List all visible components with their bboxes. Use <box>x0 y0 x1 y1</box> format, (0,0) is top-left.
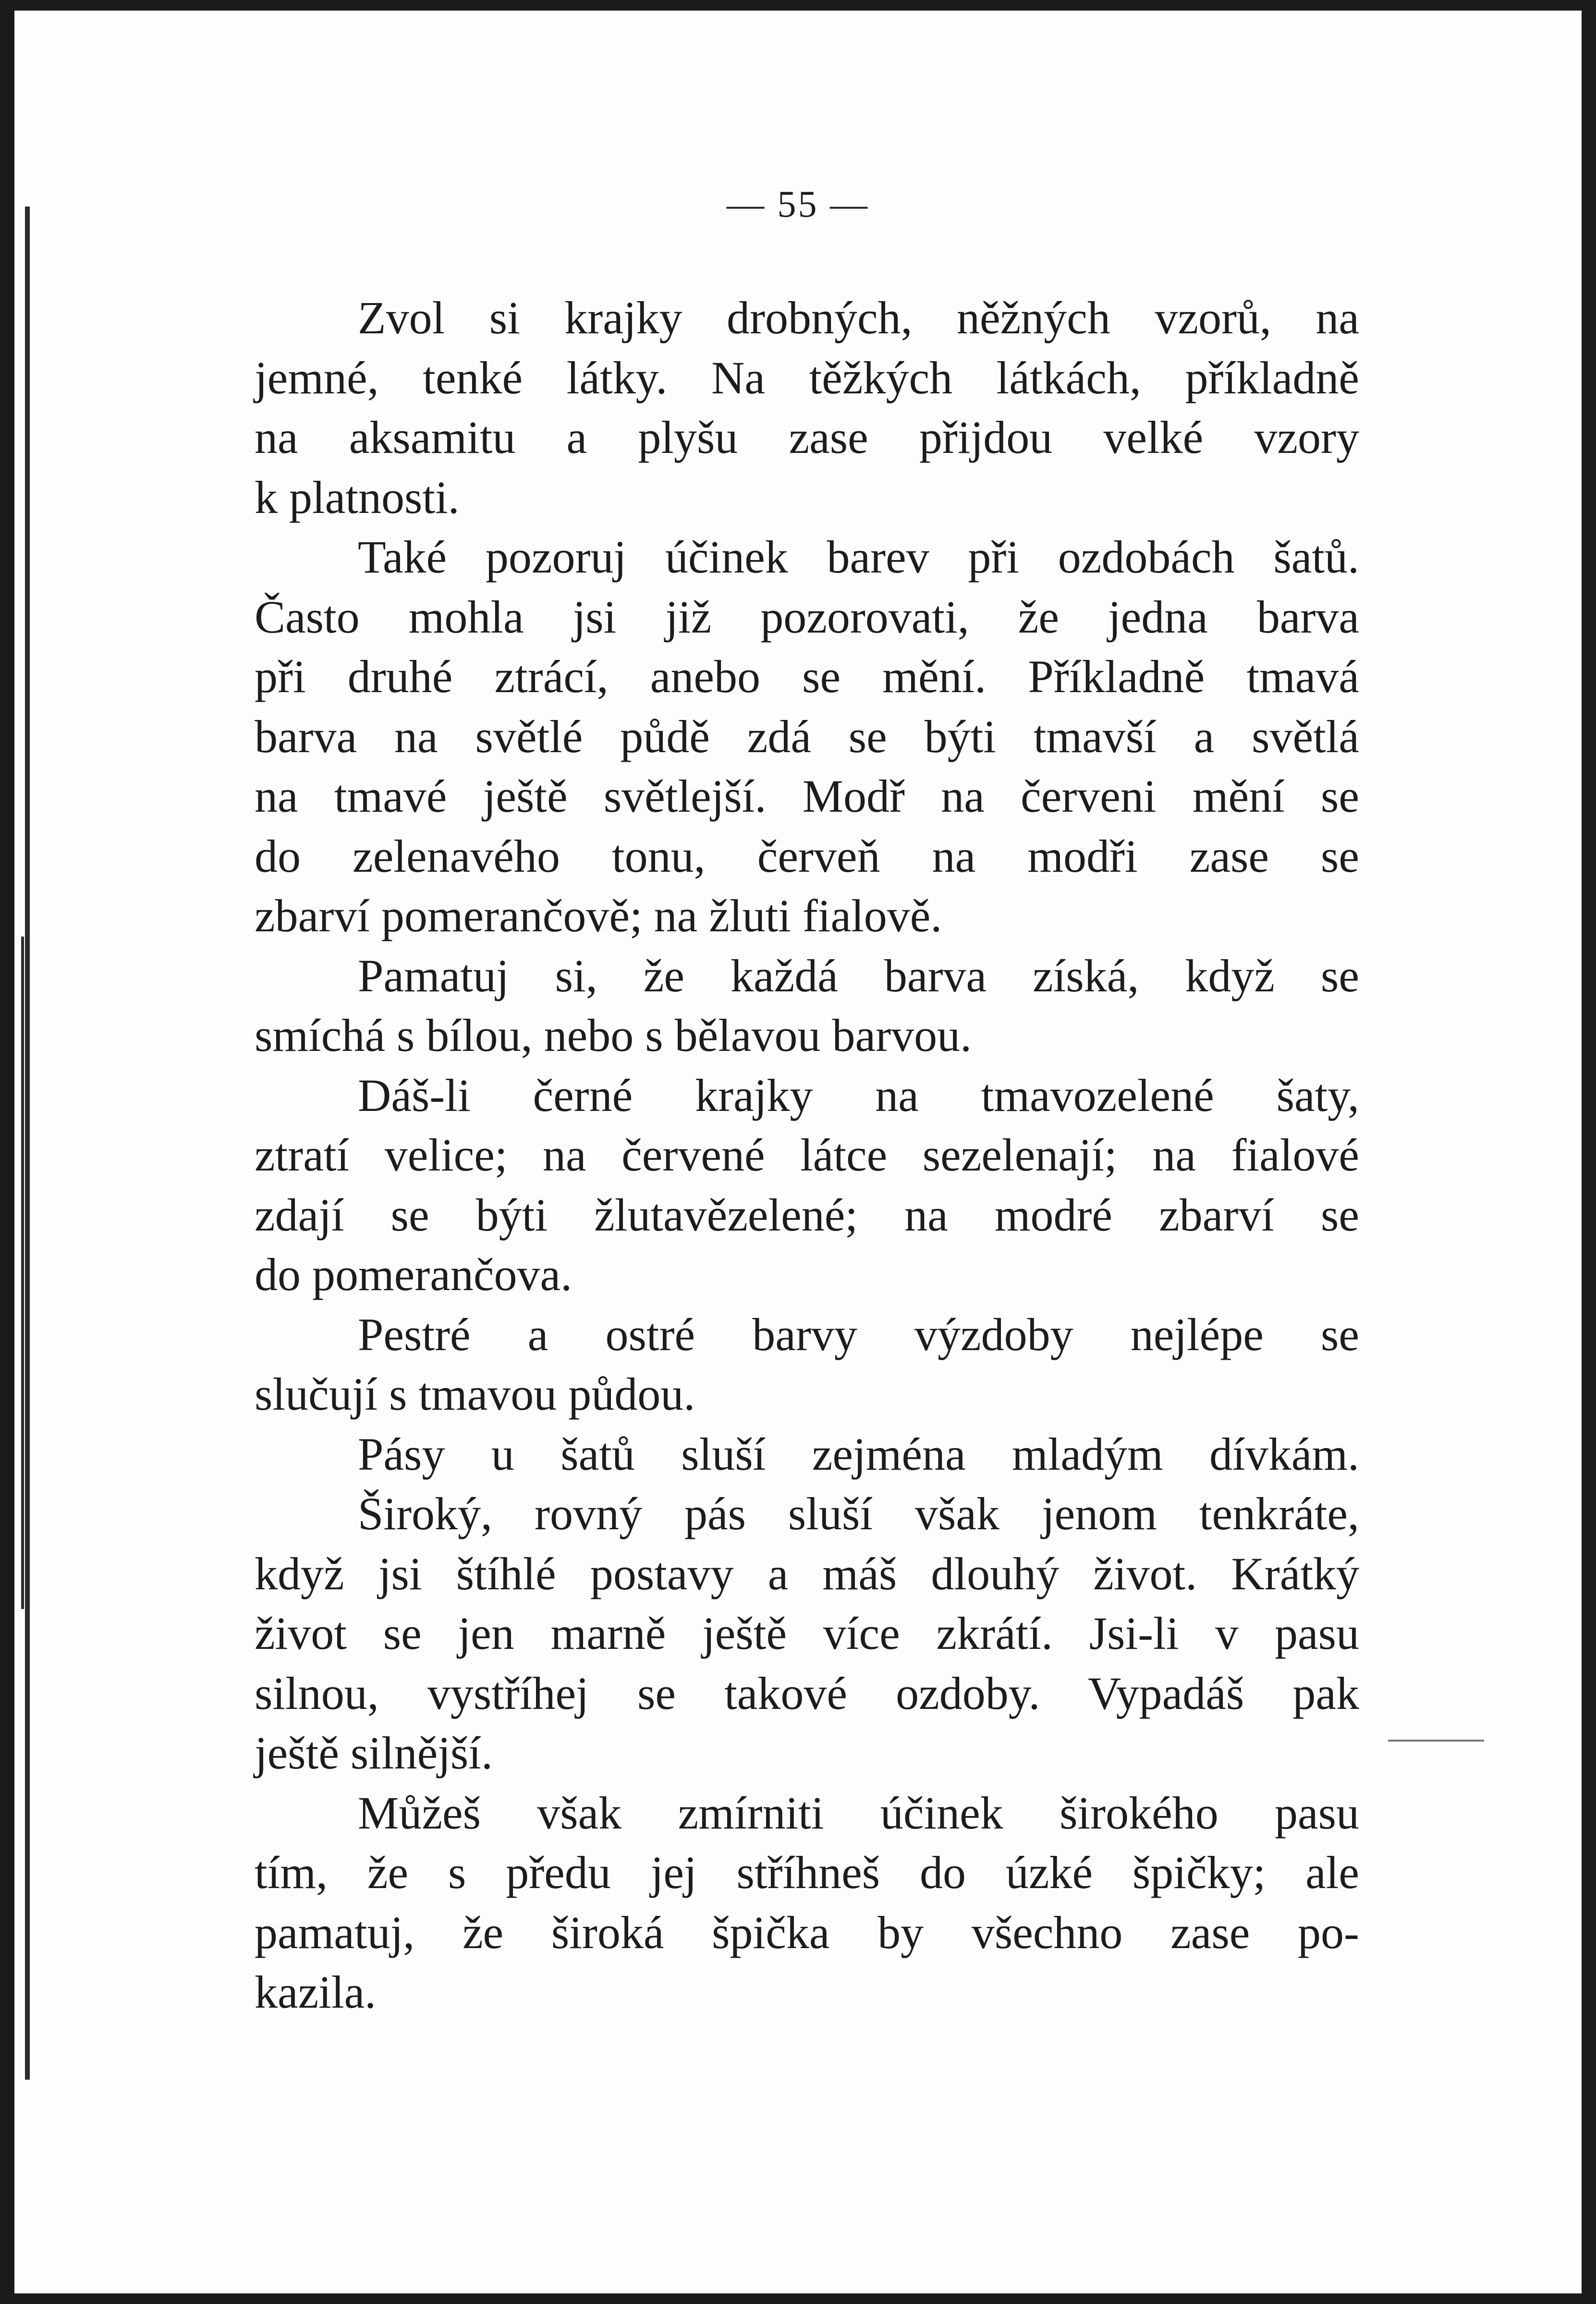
margin-mark <box>1388 1740 1484 1742</box>
text-line: Široký, rovný pás sluší však jenom tenkráte, <box>358 1488 1359 1539</box>
text-line: zdají se býti žlutavězelené; na modré zbarví se <box>255 1189 1359 1241</box>
binding-shadow <box>25 207 30 2080</box>
text-line: Často mohla jsi již pozorovati, že jedna barva <box>255 591 1359 643</box>
text-line: když jsi štíhlé postavy a máš dlouhý život. Krátký <box>255 1548 1359 1599</box>
text-line: jemné, tenké látky. Na těžkých látkách, příkladně <box>255 352 1359 403</box>
text-line: tím, že s předu jej stříhneš do úzké špičky; ale <box>255 1847 1359 1898</box>
text-line: život se jen marně ještě více zkrátí. Jsi-li v pasu <box>255 1608 1359 1659</box>
text-line: Pamatuj si, že každá barva získá, když se <box>358 950 1359 1001</box>
binding-shadow-inner <box>21 937 24 1609</box>
text-line: k platnosti. <box>255 471 460 523</box>
scan-edge-right <box>1582 0 1596 2304</box>
text-line: zbarví pomerančově; na žluti fialově. <box>255 890 942 941</box>
text-line: při druhé ztrácí, anebo se mění. Příkladně tmavá <box>255 651 1359 702</box>
text-line: Pestré a ostré barvy výzdoby nejlépe se <box>358 1308 1359 1360</box>
body-text <box>255 288 1359 2023</box>
text-line: silnou, vystříhej se takové ozdoby. Vypadáš pak <box>255 1667 1359 1719</box>
page-number-header: — 55 — <box>727 183 869 225</box>
text-line: slučují s tmavou půdou. <box>255 1368 695 1420</box>
text-line: ztratí velice; na červené látce sezelenají; na fialové <box>255 1129 1359 1181</box>
text-line: kazila. <box>255 1966 377 2018</box>
text-line: barva na světlé půdě zdá se býti tmavší a světlá <box>255 710 1359 762</box>
text-line: do pomerančova. <box>255 1249 573 1300</box>
text-line: smíchá s bílou, nebo s bělavou barvou. <box>255 1010 972 1061</box>
scan-edge-left <box>0 0 14 2304</box>
text-line: Dáš-li černé krajky na tmavozelené šaty, <box>358 1069 1359 1121</box>
text-line: do zelenavého tonu, červeň na modři zase se <box>255 830 1359 882</box>
text-line: Pásy u šatů sluší zejména mladým dívkám. <box>358 1428 1359 1480</box>
text-line: Můžeš však zmírniti účinek širokého pasu <box>358 1787 1359 1839</box>
text-line: Také pozoruj účinek barev při ozdobách šatů. <box>358 531 1359 583</box>
scan-edge-bottom <box>0 2293 1596 2304</box>
text-line: Zvol si krajky drobných, něžných vzorů, na <box>358 292 1359 343</box>
text-line: na tmavé ještě světlejší. Modř na červeni mění se <box>255 770 1359 822</box>
text-line: pamatuj, že široká špička by všechno zase po- <box>255 1906 1359 1958</box>
text-line: na aksamitu a plyšu zase přijdou velké vzory <box>255 412 1359 463</box>
text-line: ještě silnější. <box>255 1727 493 1779</box>
scan-edge-top <box>0 0 1596 11</box>
